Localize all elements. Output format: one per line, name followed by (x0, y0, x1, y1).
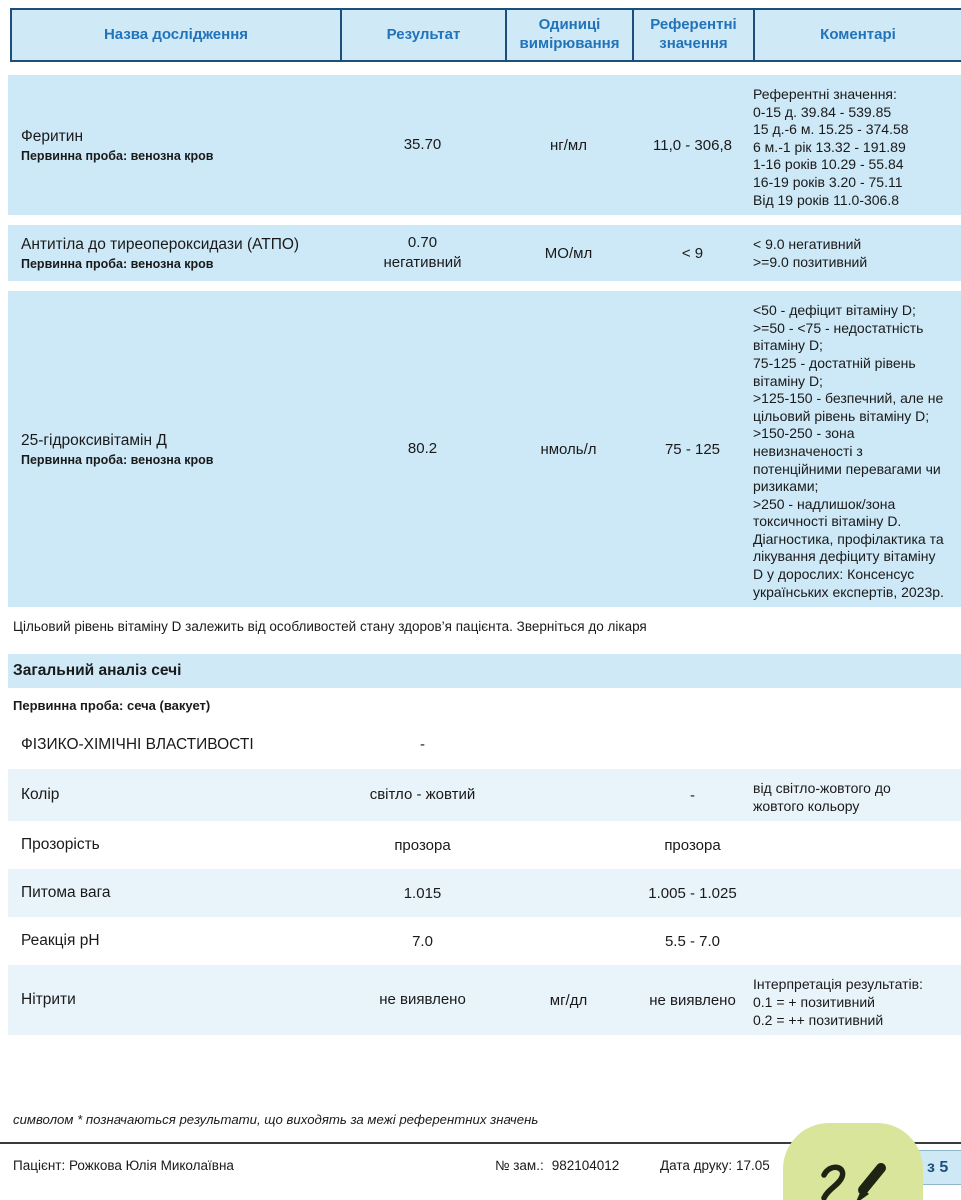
reference-cell: < 9 (681, 244, 704, 262)
result-cell (340, 990, 505, 1010)
comments-cell (753, 731, 961, 759)
comments-cell (753, 297, 961, 601)
comment-line: >250 - надлишок/зона (753, 495, 896, 512)
comment-line: Діагностика, профілактика та (753, 530, 944, 547)
page-number-badge: з 5 (916, 1150, 961, 1185)
comment-line: жовтого кольору (753, 797, 860, 814)
urine-sample-label: Первинна проба: сеча (вакует) (13, 698, 211, 714)
comment-line: цільовий рівень вітаміну D; (753, 407, 930, 424)
table-row (8, 225, 961, 281)
test-name: Прозорість (21, 836, 100, 854)
result-value: 7.0 (412, 932, 433, 950)
test-name: Феритин (21, 127, 83, 145)
result-value: прозора (394, 836, 451, 854)
order-label: № зам.: (495, 1158, 544, 1173)
comment-line: 0.2 = ++ позитивний (753, 1011, 884, 1028)
print-date: Дата друку: 17.05 (660, 1158, 770, 1173)
comment-line: <50 - дефіцит вітаміну D; (753, 302, 916, 319)
comment-line: < 9.0 негативний (753, 236, 862, 253)
result-cell (340, 785, 505, 805)
patient-name: Пацієнт: Рожкова Юлія Миколаївна (13, 1158, 234, 1173)
result-value: 80.2 (407, 440, 438, 458)
header-cell-reference: Референтні значення (634, 10, 755, 60)
results-table-header (10, 8, 961, 62)
header-cell-units: Одиниці вимірювання (507, 10, 634, 60)
comment-line: Інтерпретація результатів: (753, 976, 923, 993)
urine-section-header: Загальний аналіз сечі (8, 654, 961, 688)
comments-cell (753, 775, 961, 815)
test-name: Антитіла до тиреопероксидази (АТПО) (21, 235, 300, 253)
test-name: 25-гідроксивітамін Д (21, 431, 167, 449)
test-name-cell (8, 932, 340, 950)
reference-cell: 75 - 125 (664, 440, 721, 458)
test-name-cell (8, 836, 340, 854)
comment-line: >125-150 - безпечний, але не (753, 390, 944, 407)
result-cell (340, 135, 505, 155)
table-row (8, 291, 961, 607)
reference-cell: 11,0 - 306,8 (653, 136, 732, 154)
header-cell-test-name: Назва дослідження (12, 10, 342, 60)
result-cell (340, 932, 505, 952)
header-cell-comments: Коментарі (820, 25, 896, 43)
result-cell (340, 439, 505, 459)
result-value: - (420, 736, 425, 754)
vitamin-d-note: Цільовий рівень вітаміну D залежить від особливостей стану здоров’я пацієнта. Зверніться до лікаря (13, 619, 647, 635)
footnote: символом * позначаються результати, що виходять за межі референтних значень (13, 1112, 539, 1127)
result-cell (340, 735, 505, 755)
comment-line: >=50 - <75 - недостатність (753, 319, 924, 336)
result-value: 35.70 (403, 136, 442, 154)
comment-line: 0-15 д. 39.84 - 539.85 (753, 103, 892, 120)
result-value: негативний (383, 254, 462, 272)
comment-line: невизначеності з (753, 442, 863, 459)
test-name-cell (8, 236, 340, 271)
comments-cell (753, 971, 961, 1029)
comments-cell (753, 81, 961, 209)
comments-cell (753, 875, 961, 911)
comment-line: 1-16 років 10.29 - 55.84 (753, 156, 904, 173)
table-row (8, 769, 961, 821)
comment-line: токсичності вітаміну D. (753, 513, 902, 530)
order-value: 982104012 (551, 1158, 620, 1173)
test-name-cell (8, 884, 340, 902)
table-row (8, 965, 961, 1035)
reference-cell: прозора (664, 836, 721, 854)
comment-line: потенційними перевагами чи (753, 460, 941, 477)
table-row (8, 725, 961, 765)
reference-cell: 5.5 - 7.0 (664, 932, 721, 950)
test-name: ФІЗИКО-ХІМІЧНІ ВЛАСТИВОСТІ (21, 736, 254, 754)
units-cell: мг/дл (549, 991, 588, 1009)
comment-line: Від 19 років 11.0-306.8 (753, 191, 900, 208)
test-name: Питома вага (21, 884, 111, 902)
signature-doodle-icon (811, 1159, 895, 1200)
test-name: Нітрити (21, 991, 76, 1009)
result-value: 1.015 (403, 884, 442, 902)
reference-cell: не виявлено (649, 991, 736, 1009)
test-name-cell (8, 786, 340, 804)
comment-line: 16-19 років 3.20 - 75.11 (753, 173, 903, 190)
test-sample-label: Первинна проба: венозна кров (21, 148, 214, 163)
comment-line: від світло-жовтого до (753, 780, 891, 797)
units-cell: нг/мл (550, 136, 587, 154)
comment-line: 15 д.-6 м. 15.25 - 374.58 (753, 121, 909, 138)
urine-results-rows (0, 725, 961, 1035)
comment-line: >=9.0 позитивний (753, 253, 868, 270)
test-name-cell (8, 432, 340, 467)
comment-line: ризиками; (753, 478, 819, 495)
reference-cell: 1.005 - 1.025 (648, 884, 737, 902)
units-cell: МО/мл (544, 244, 593, 262)
comment-line: вітаміну D; (753, 337, 823, 354)
comment-line: вітаміну D; (753, 372, 823, 389)
sticky-note (783, 1123, 923, 1200)
table-row (8, 921, 961, 961)
test-name-cell (8, 991, 340, 1009)
header-cell-result: Результат (342, 10, 507, 60)
comment-line: >150-250 - зона (753, 425, 855, 442)
comment-line: Референтні значення: (753, 86, 897, 102)
comments-cell (753, 231, 961, 275)
result-value: світло - жовтий (369, 786, 476, 804)
comment-line: 0.1 = + позитивний (753, 994, 875, 1011)
comment-line: українських експертів, 2023р. (753, 583, 944, 600)
reference-cell: - (690, 786, 695, 804)
order-number (495, 1158, 619, 1173)
result-value: 0.70 (407, 234, 438, 252)
blood-results-rows (0, 75, 961, 607)
result-cell (340, 836, 505, 856)
comment-line: 6 м.-1 рік 13.32 - 191.89 (753, 138, 906, 155)
table-row (8, 825, 961, 865)
table-row (8, 869, 961, 917)
result-value: не виявлено (379, 991, 466, 1009)
test-name-cell (8, 128, 340, 163)
test-sample-label: Первинна проба: венозна кров (21, 256, 214, 271)
test-name: Колір (21, 786, 60, 804)
units-cell: нмоль/л (540, 440, 597, 458)
test-name-cell (8, 736, 340, 754)
comment-line: D у дорослих: Консенсус (753, 566, 915, 583)
comments-cell (753, 927, 961, 955)
result-cell (340, 884, 505, 904)
result-cell (340, 233, 505, 273)
table-row (8, 75, 961, 215)
comment-line: лікування дефіциту вітаміну (753, 548, 936, 565)
test-name: Реакція pH (21, 932, 100, 950)
comments-cell (753, 831, 961, 859)
test-sample-label: Первинна проба: венозна кров (21, 452, 214, 467)
comment-line: 75-125 - достатній рівень (753, 354, 916, 371)
